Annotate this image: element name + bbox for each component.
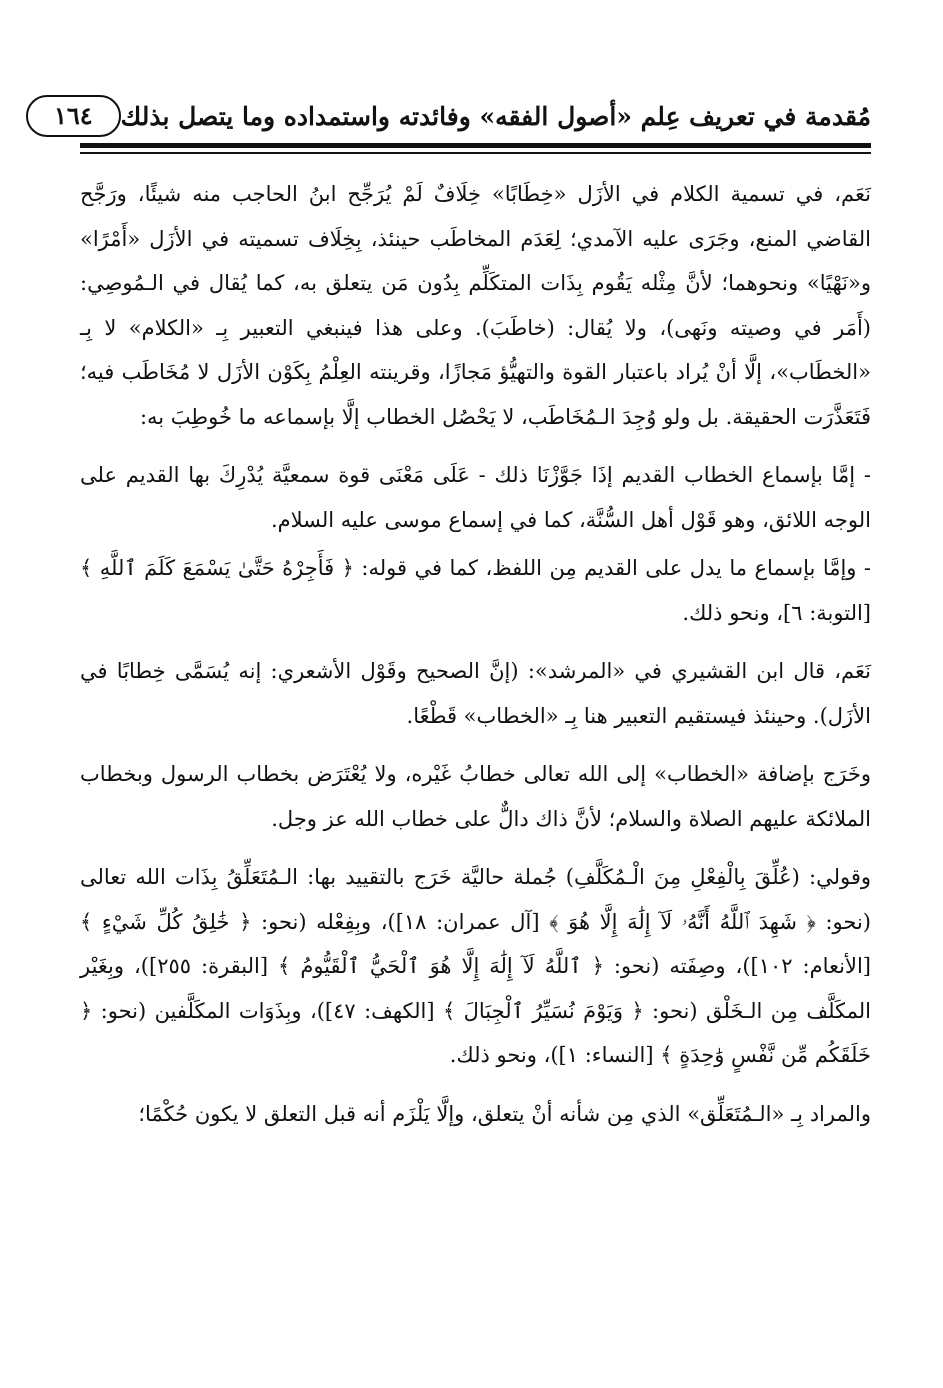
paragraph: وقولي: (عُلِّقَ بِالْفِعْلِ مِنَ الْـمُكَلَّفِ) جُملة حاليَّة خَرَج بالتقييد بها: الـمُتَعَلِّقُ بِذَات الله تعالى (نحو: ﴿ شَهِدَ ٱللَّهُ أَنَّهُۥ لَآ إِلَٰهَ إِلَّا هُوَ ﴾ [آل عمران: ١٨])، وبِفِعْله (نحو: ﴿ خَٰلِقُ كُلِّ شَيْءٍ ﴾ [الأنعام: ١٠٢])، وصِفَته (نحو: ﴿ ٱللَّهُ لَآ إِلَٰهَ إِلَّا هُوَ ٱلْحَيُّ ٱلْقَيُّومُ ﴾ [البقرة: ٢٥٥])، وبِغَيْر المكَلَّف مِن الـخَلْق (نحو: ﴿ وَيَوْمَ نُسَيِّرُ ٱلْجِبَالَ ﴾ [الكهف: ٤٧])، وبِذَوَات المكَلَّفين (نحو: ﴿ خَلَقَكُم مِّن نَّفْسٍ وَٰحِدَةٍ ﴾ [النساء: ١])، ونحو ذلك. xyxy=(80,865,871,1067)
paragraph: - وإمَّا بإسماع ما يدل على القديم مِن اللفظ، كما في قوله: ﴿ فَأَجِرْهُ حَتَّىٰ يَسْمَعَ كَلَمَ ٱللَّهِ ﴾ [التوبة: ٦]، ونحو ذلك. xyxy=(80,556,871,625)
running-header xyxy=(53,88,871,144)
paragraph: والمراد بِـ «الـمُتَعَلِّق» الذي مِن شأنه أنْ يتعلق، وإلَّا يَلْزَم أنه قبل التعلق لا يكون حُكْمًا؛ xyxy=(138,1101,871,1126)
page-number: ١٦٤ xyxy=(26,95,121,137)
running-title: مُقدمة في تعريف عِلم «أصول الفقه» وفائدته واستمداده وما يتصل بذلك xyxy=(120,101,871,131)
paragraph: نَعَم، في تسمية الكلام في الأزَل «خِطَابًا» خِلَافٌ لَمْ يُرَجِّح ابنُ الحاجب منه شيئًا، ورَجَّح القاضي المنع، وجَرَى عليه الآمدي؛ لِعَدَم المخاطَب حينئذ، بِخِلَاف تسميته في الأزَل «أَمْرًا» و«نَهْيًا» ونحوهما؛ لأنَّ مِثْله يَقُوم بِذَات المتكَلِّم بِدُون مَن يتعلق به، كما يُقال في الـمُوصِي: (أَمَر في وصيته ونَهى)، ولا يُقال: (خاطَبَ). وعلى هذا فينبغي التعبير بِـ «الكلام» لا بِـ «الخطَاب»، إلَّا أنْ يُراد باعتبار القوة والتهيُّؤ مَجازًا، وقرينته العِلْمُ بِكَوْن الأزَل لا مُخَاطَب فيه؛ فَتَعَذَّرَت الحقيقة. بل ولو وُجِدَ الـمُخَاطَب، لا يَحْصُل الخطاب إلَّا بإسماعه ما خُوطِبَ به: xyxy=(80,182,871,429)
body-text xyxy=(80,172,871,1150)
paragraph: - إمَّا بإسماع الخطاب القديم إذَا جَوَّزْنَا ذلك - عَلَى مَعْنَى قوة سمعيَّة يُدْرِكَ بها القديم على الوجه اللائق، وهو قَوْل أهل السُّنَّة، كما في إسماع موسى عليه السلام. xyxy=(80,463,871,532)
header-rule-thick xyxy=(80,143,871,148)
paragraph: نَعَم، قال ابن القشيري في «المرشد»: (إنَّ الصحيح وقَوْل الأشعري: إنه يُسَمَّى خِطابًا في الأزَل). وحينئذ فيستقيم التعبير هنا بِـ «الخطاب» قَطْعًا. xyxy=(80,659,871,728)
header-rule-thin xyxy=(80,152,871,154)
paragraph: وخَرَج بإضافة «الخطاب» إلى الله تعالى خطابُ غَيْره، ولا يُعْتَرَض بخطاب الرسول وبخطاب الملائكة عليهم الصلاة والسلام؛ لأنَّ ذاك دالٌّ على خطاب الله عز وجل. xyxy=(80,762,871,831)
